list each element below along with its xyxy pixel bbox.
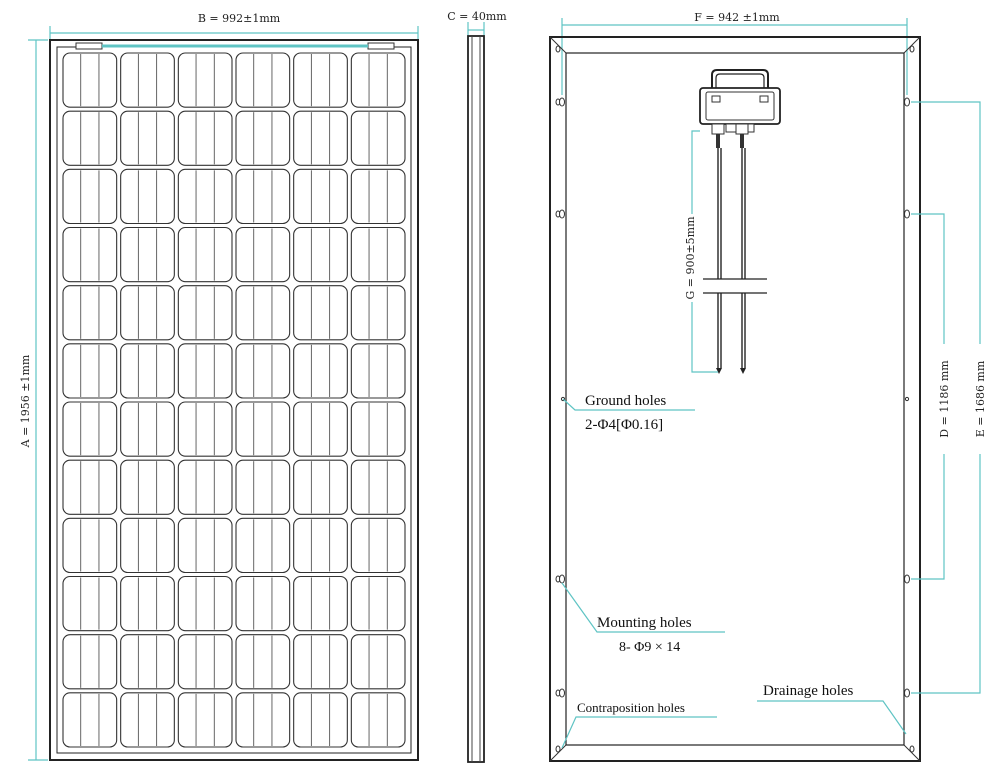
solar-cell xyxy=(236,693,290,747)
left-rail-holes xyxy=(556,46,560,752)
solar-cell xyxy=(178,518,232,572)
solar-cell xyxy=(294,693,348,747)
solar-cell xyxy=(178,635,232,689)
solar-cell xyxy=(294,577,348,631)
junction-box xyxy=(700,70,780,134)
dim-label-c: C = 40mm xyxy=(447,10,507,23)
dim-label-g: G = 900±5mm xyxy=(684,216,697,300)
solar-cell xyxy=(236,577,290,631)
solar-cell xyxy=(63,344,117,398)
solar-cell xyxy=(294,228,348,282)
mounting-holes-label: Mounting holes xyxy=(597,615,692,631)
solar-cell xyxy=(294,53,348,107)
solar-cell xyxy=(351,228,405,282)
solar-cell xyxy=(178,577,232,631)
solar-cell xyxy=(351,402,405,456)
solar-cell xyxy=(178,344,232,398)
solar-cell xyxy=(236,344,290,398)
solar-cell xyxy=(294,402,348,456)
right-rail-holes xyxy=(910,46,914,752)
solar-cell xyxy=(351,344,405,398)
back-view xyxy=(550,10,989,761)
solar-cell xyxy=(294,635,348,689)
solar-cell xyxy=(236,169,290,223)
solar-cell xyxy=(121,344,175,398)
solar-cell xyxy=(236,402,290,456)
solar-cell xyxy=(178,228,232,282)
solar-cell xyxy=(294,169,348,223)
solar-cell xyxy=(63,577,117,631)
solar-cell xyxy=(178,169,232,223)
mounting-holes-spec: 8- Φ9 × 14 xyxy=(619,640,681,655)
solar-cell xyxy=(294,460,348,514)
solar-cell xyxy=(178,111,232,165)
solar-cell xyxy=(63,518,117,572)
ground-hole-right xyxy=(905,397,908,400)
solar-cell xyxy=(236,53,290,107)
dim-label-a: A = 1956 ±1mm xyxy=(19,354,32,448)
output-cables xyxy=(703,134,767,374)
solar-cell xyxy=(236,286,290,340)
dim-label-d: D = 1186 mm xyxy=(938,360,951,438)
solar-cell xyxy=(121,111,175,165)
solar-cell xyxy=(178,53,232,107)
drainage-holes-leader xyxy=(757,701,906,734)
solar-cell xyxy=(351,169,405,223)
solar-cell xyxy=(294,286,348,340)
solar-cell xyxy=(63,169,117,223)
solar-cell xyxy=(63,53,117,107)
solar-cell xyxy=(351,577,405,631)
solar-cell xyxy=(121,635,175,689)
solar-cell xyxy=(63,228,117,282)
ground-holes-spec: 2-Φ4[Φ0.16] xyxy=(585,417,664,433)
solar-cell xyxy=(236,111,290,165)
front-tab-left xyxy=(76,43,102,49)
solar-cell xyxy=(236,228,290,282)
solar-cell xyxy=(236,635,290,689)
dim-label-b: B = 992±1mm xyxy=(197,12,281,25)
solar-cell xyxy=(63,693,117,747)
side-frame-outer xyxy=(468,36,484,762)
solar-cell xyxy=(351,111,405,165)
solar-cell xyxy=(121,53,175,107)
front-tab-right xyxy=(368,43,394,49)
contraposition-holes-leader xyxy=(562,717,717,748)
solar-cell xyxy=(121,286,175,340)
solar-cell xyxy=(121,228,175,282)
solar-cell xyxy=(236,518,290,572)
solar-cell xyxy=(63,635,117,689)
solar-cell xyxy=(63,286,117,340)
solar-cell xyxy=(351,635,405,689)
solar-cell xyxy=(351,693,405,747)
ground-holes-label: Ground holes xyxy=(585,393,667,409)
solar-cell xyxy=(351,518,405,572)
solar-cell xyxy=(63,402,117,456)
solar-cell xyxy=(178,286,232,340)
solar-cell xyxy=(63,111,117,165)
solar-cell xyxy=(294,518,348,572)
solar-cell xyxy=(294,344,348,398)
solar-cell xyxy=(63,460,117,514)
solar-cell xyxy=(121,169,175,223)
solar-cell xyxy=(351,460,405,514)
cell-grid xyxy=(63,53,405,747)
solar-cell xyxy=(351,286,405,340)
solar-cell xyxy=(121,460,175,514)
solar-cell xyxy=(351,53,405,107)
front-view xyxy=(17,10,418,760)
solar-cell xyxy=(236,460,290,514)
solar-cell xyxy=(121,402,175,456)
contraposition-holes-label: Contraposition holes xyxy=(577,700,685,715)
solar-cell xyxy=(121,577,175,631)
solar-cell xyxy=(178,402,232,456)
dim-label-f: F = 942 ±1mm xyxy=(694,11,780,24)
solar-cell xyxy=(121,518,175,572)
solar-cell xyxy=(178,460,232,514)
solar-cell xyxy=(121,693,175,747)
side-view xyxy=(447,10,507,762)
dim-label-e: E = 1686 mm xyxy=(974,360,987,438)
solar-cell xyxy=(294,111,348,165)
solar-cell xyxy=(178,693,232,747)
drainage-holes-label: Drainage holes xyxy=(763,683,854,699)
